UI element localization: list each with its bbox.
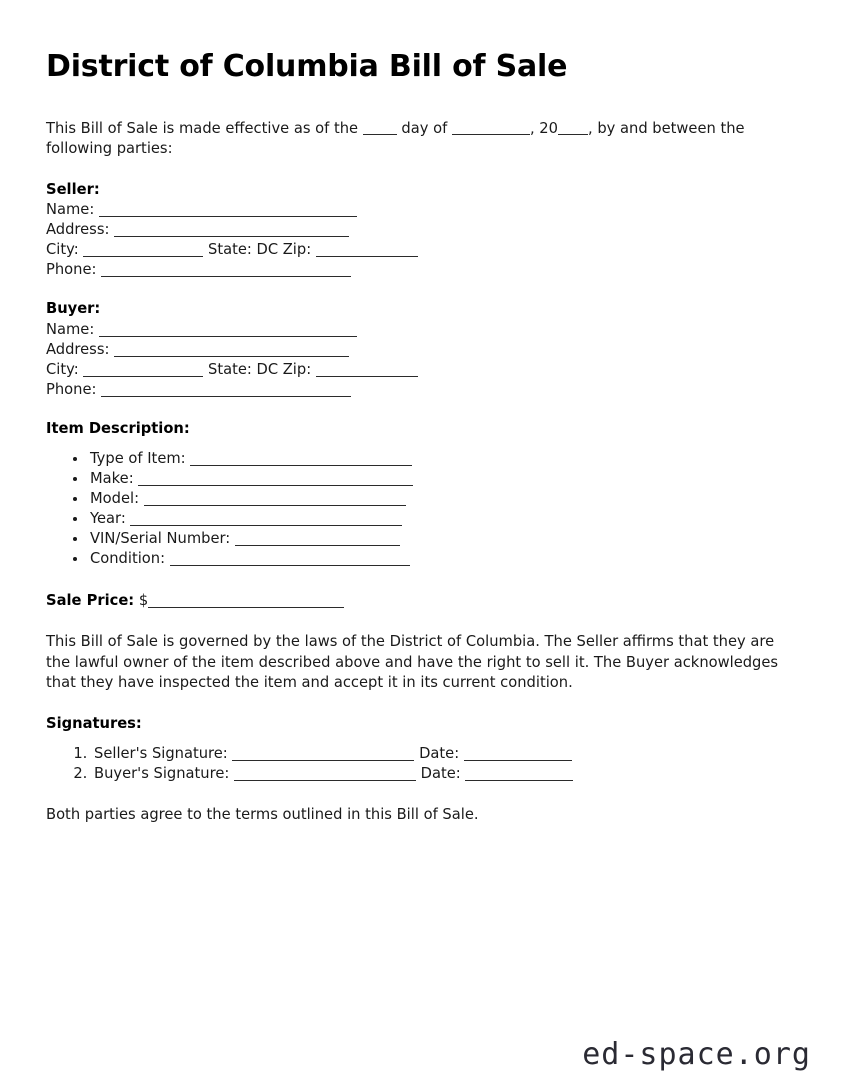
- page-title: District of Columbia Bill of Sale: [46, 49, 568, 84]
- seller-city-state-zip-line: [46, 240, 791, 260]
- buyer-signature-label: Buyer's Signature:: [94, 765, 230, 782]
- footer-watermark: ed-space.org: [582, 1037, 811, 1072]
- buyer-name-label: Name:: [46, 320, 95, 338]
- item-model-label: Model:: [90, 490, 140, 507]
- item-year-blank[interactable]: [130, 512, 402, 526]
- buyer-city-label: City:: [46, 360, 79, 378]
- buyer-phone-line: [46, 380, 791, 400]
- seller-date-blank[interactable]: [464, 747, 572, 761]
- buyer-city-state-zip-line: [46, 360, 791, 380]
- item-condition-label: Condition:: [90, 550, 166, 567]
- seller-phone-label: Phone:: [46, 261, 97, 278]
- item-year-label: Year:: [90, 510, 126, 527]
- item-make-blank[interactable]: [138, 472, 413, 486]
- intro-year-blank[interactable]: [558, 123, 588, 135]
- seller-address-line: [46, 220, 791, 240]
- list-item: [92, 764, 791, 784]
- signatures-heading: Signatures:: [46, 714, 142, 732]
- list-item: [88, 489, 791, 509]
- seller-address-blank[interactable]: [114, 223, 349, 237]
- buyer-signature-blank[interactable]: [234, 767, 416, 781]
- intro-month-blank[interactable]: [452, 123, 530, 135]
- buyer-city-blank[interactable]: [83, 363, 203, 377]
- seller-name-line: [46, 200, 791, 220]
- buyer-block: [46, 299, 791, 400]
- list-item: [88, 509, 791, 529]
- item-vin-label: VIN/Serial Number:: [90, 530, 231, 547]
- sale-price-line: [46, 591, 791, 611]
- intro-text-part1: This Bill of Sale is made effective as of the: [46, 119, 363, 137]
- seller-zip-blank[interactable]: [316, 243, 418, 257]
- intro-day-blank[interactable]: [363, 123, 397, 135]
- intro-text-part2: day of: [396, 119, 452, 137]
- buyer-heading: Buyer:: [46, 300, 101, 317]
- buyer-address-label: Address:: [46, 340, 110, 358]
- buyer-name-line: [46, 320, 791, 340]
- list-item: [88, 529, 791, 549]
- buyer-address-line: [46, 340, 791, 360]
- seller-phone-blank[interactable]: [101, 263, 351, 277]
- item-description-list: [46, 449, 791, 569]
- intro-text-part4: , by and between the following parties:: [46, 119, 745, 157]
- item-condition-blank[interactable]: [170, 552, 410, 566]
- seller-address-label: Address:: [46, 221, 110, 238]
- buyer-date-blank[interactable]: [465, 767, 573, 781]
- buyer-name-blank[interactable]: [99, 323, 357, 337]
- seller-phone-line: [46, 260, 791, 280]
- seller-city-label: City:: [46, 241, 79, 258]
- seller-date-label: Date:: [419, 745, 460, 762]
- seller-name-label: Name:: [46, 201, 95, 218]
- item-description-heading: Item Description:: [46, 419, 190, 437]
- list-item: [88, 449, 791, 469]
- intro-paragraph: [46, 119, 788, 160]
- list-item: [88, 549, 791, 569]
- buyer-date-label: Date:: [420, 765, 461, 782]
- seller-heading: Seller:: [46, 180, 100, 198]
- item-type-label: Type of Item:: [90, 450, 186, 467]
- intro-text-part3: , 20: [529, 119, 558, 137]
- seller-city-blank[interactable]: [83, 243, 203, 257]
- buyer-phone-blank[interactable]: [101, 383, 351, 397]
- document-content: [46, 50, 791, 826]
- buyer-address-blank[interactable]: [114, 343, 349, 357]
- seller-name-blank[interactable]: [99, 203, 357, 217]
- list-item: [92, 744, 791, 764]
- closing-statement: Both parties agree to the terms outlined in this Bill of Sale.: [46, 806, 479, 823]
- governing-law-paragraph: This Bill of Sale is governed by the laws of the District of Columbia. The Seller affirms that they are the lawful owner of the item described above and have the right to sell it. The Buyer acknowledges that they have inspected the item and accept it in its current condition.: [46, 633, 779, 691]
- seller-signature-label: Seller's Signature:: [94, 745, 228, 762]
- seller-state-zip-label: State: DC Zip:: [208, 241, 312, 258]
- sale-price-label: Sale Price:: [46, 592, 135, 609]
- seller-signature-blank[interactable]: [232, 747, 414, 761]
- seller-block: [46, 180, 791, 281]
- signatures-list: [46, 744, 791, 784]
- buyer-phone-label: Phone:: [46, 380, 97, 398]
- buyer-zip-blank[interactable]: [316, 363, 418, 377]
- item-vin-blank[interactable]: [235, 532, 400, 546]
- buyer-state-zip-label: State: DC Zip:: [208, 360, 312, 378]
- sale-price-currency: $: [138, 592, 149, 609]
- list-item: [88, 469, 791, 489]
- sale-price-blank[interactable]: [148, 594, 344, 608]
- item-model-blank[interactable]: [144, 492, 406, 506]
- item-type-blank[interactable]: [190, 452, 412, 466]
- item-make-label: Make:: [90, 470, 134, 487]
